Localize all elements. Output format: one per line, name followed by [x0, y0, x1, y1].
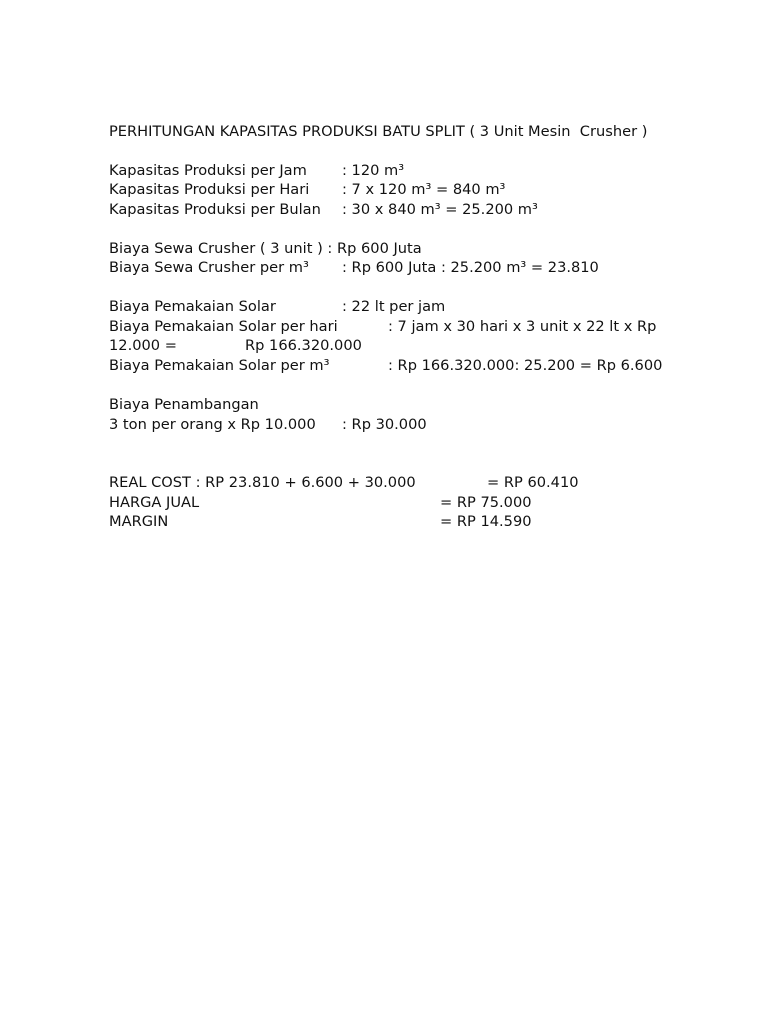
margin-label: MARGIN	[109, 513, 169, 530]
harga-jual-row	[109, 493, 709, 512]
document-title: PERHITUNGAN KAPASITAS PRODUKSI BATU SPLIT ( 3 Unit Mesin Crusher )	[109, 123, 648, 140]
kapasitas-per-jam-label: Kapasitas Produksi per Jam	[109, 162, 307, 179]
real-cost-value: = RP 60.410	[487, 474, 579, 491]
kapasitas-per-jam-value: : 120 m³	[342, 162, 405, 179]
penambangan-detail-row	[109, 415, 709, 434]
penambangan-detail-label: 3 ton per orang x Rp 10.000	[109, 416, 316, 433]
solar-per-hari-row	[109, 317, 709, 336]
solar-per-hari-cont-left: 12.000 =	[109, 337, 177, 354]
kapasitas-per-jam-row	[109, 161, 709, 180]
solar-per-m3-row	[109, 356, 709, 375]
kapasitas-per-bulan-value: : 30 x 840 m³ = 25.200 m³	[342, 201, 538, 218]
sewa-per-m3-value: : Rp 600 Juta : 25.200 m³ = 23.810	[342, 259, 599, 276]
real-cost-label: REAL COST : RP 23.810 + 6.600 + 30.000	[109, 474, 416, 491]
real-cost-row	[109, 473, 709, 492]
harga-jual-value: = RP 75.000	[440, 494, 532, 511]
solar-per-m3-value: : Rp 166.320.000: 25.200 = Rp 6.600	[388, 357, 663, 374]
solar-per-jam-value: : 22 lt per jam	[342, 298, 446, 315]
sewa-per-m3-row	[109, 258, 709, 277]
kapasitas-per-bulan-label: Kapasitas Produksi per Bulan	[109, 201, 321, 218]
solar-per-jam-row	[109, 297, 709, 316]
solar-per-hari-continuation	[109, 336, 709, 355]
sewa-total: Biaya Sewa Crusher ( 3 unit ) : Rp 600 Juta	[109, 240, 422, 257]
kapasitas-per-hari-label: Kapasitas Produksi per Hari	[109, 181, 310, 198]
solar-per-hari-label: Biaya Pemakaian Solar per hari	[109, 318, 338, 335]
solar-per-m3-label: Biaya Pemakaian Solar per m³	[109, 357, 330, 374]
harga-jual-label: HARGA JUAL	[109, 494, 200, 511]
kapasitas-per-hari-row	[109, 180, 709, 199]
kapasitas-per-bulan-row	[109, 200, 709, 219]
solar-per-jam-label: Biaya Pemakaian Solar	[109, 298, 276, 315]
solar-per-hari-value: : 7 jam x 30 hari x 3 unit x 22 lt x Rp	[388, 318, 657, 335]
solar-per-hari-cont-right: Rp 166.320.000	[245, 337, 362, 354]
sewa-per-m3-label: Biaya Sewa Crusher per m³	[109, 259, 309, 276]
margin-row	[109, 512, 709, 531]
penambangan-heading: Biaya Penambangan	[109, 396, 259, 413]
margin-value: = RP 14.590	[440, 513, 532, 530]
kapasitas-per-hari-value: : 7 x 120 m³ = 840 m³	[342, 181, 506, 198]
penambangan-detail-value: : Rp 30.000	[342, 416, 427, 433]
